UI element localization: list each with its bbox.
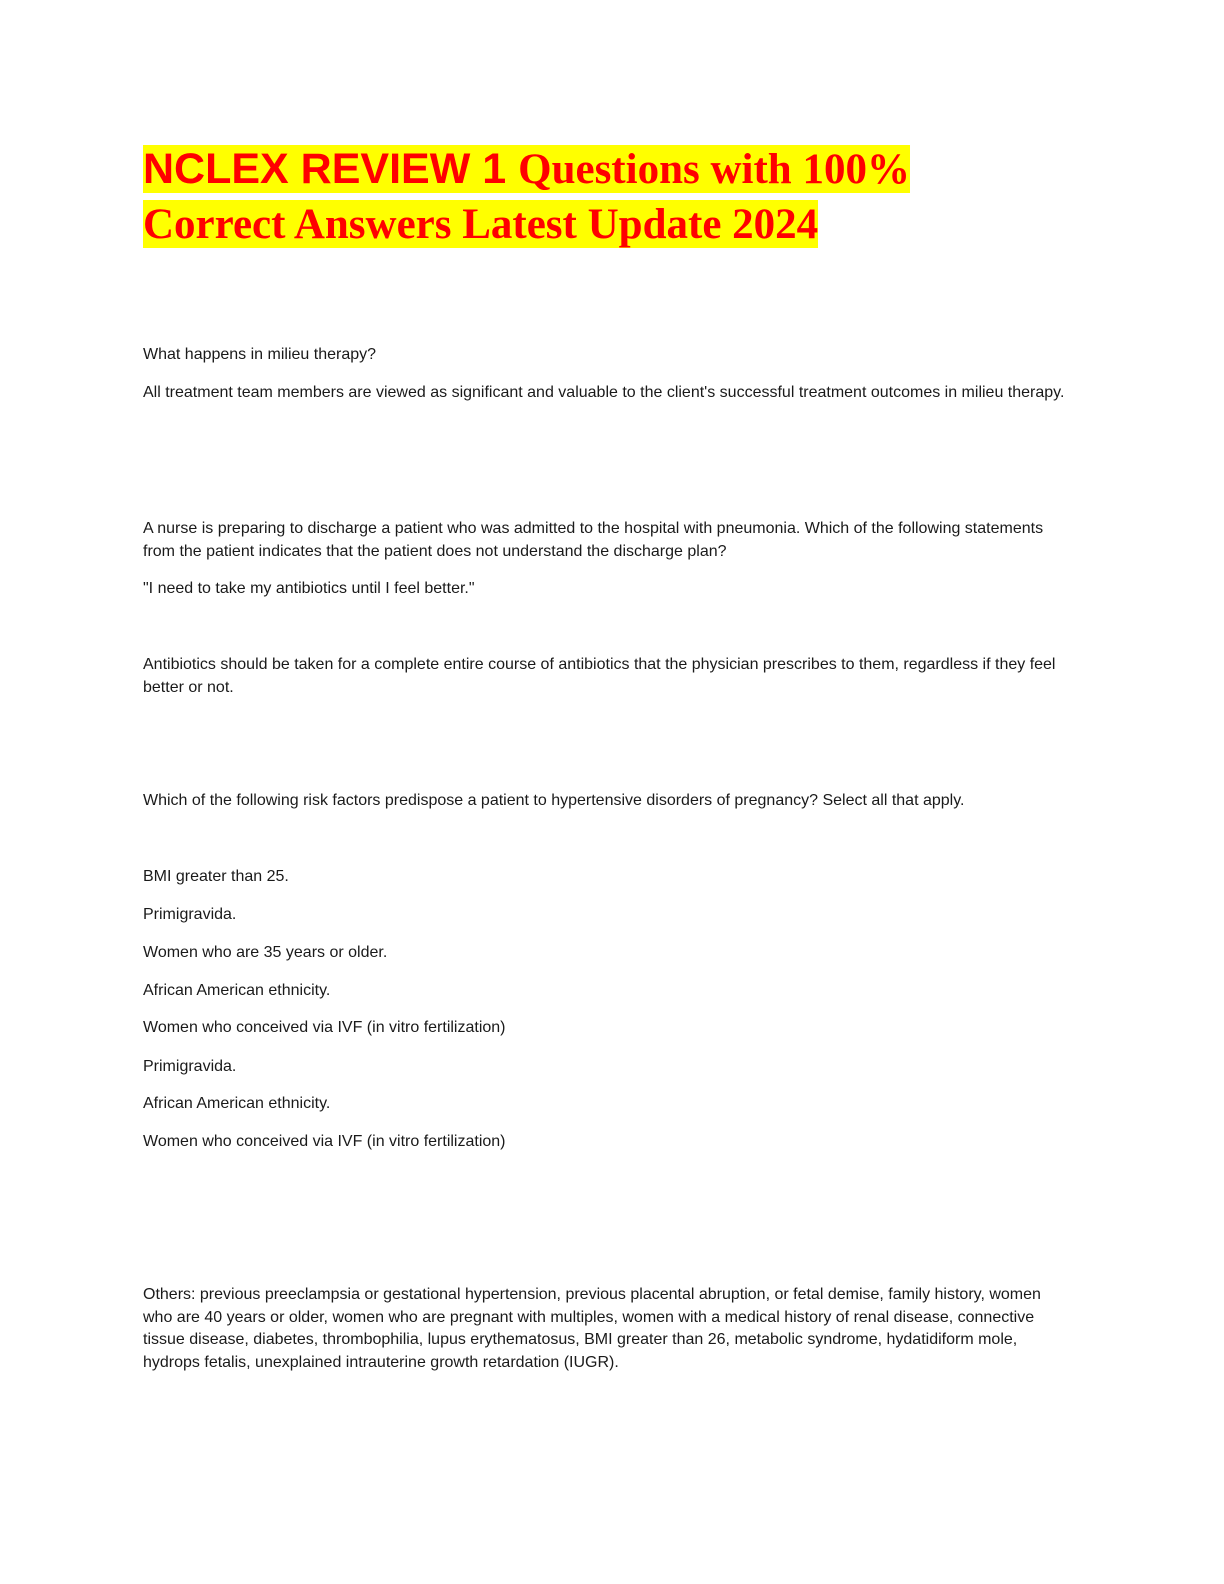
question-2: A nurse is preparing to discharge a patient who was admitted to the hospital with pneumonia. Which of the following statements from the patient indicates that the patient does not understand the discharge plan? [143,520,1044,560]
option-2: Primigravida. [143,906,237,923]
answer-2: "I need to take my antibiotics until I feel better." [143,580,475,597]
option-5: Women who conceived via IVF (in vitro fertilization) [143,1019,506,1036]
title-part-1: NCLEX REVIEW 1 [143,145,507,193]
document-title [143,142,1063,252]
question-3: Which of the following risk factors predispose a patient to hypertensive disorders of pregnancy? Select all that apply. [143,792,965,809]
option-1: BMI greater than 25. [143,868,289,885]
correct-answer-3: Women who conceived via IVF (in vitro fertilization) [143,1133,506,1150]
option-3: Women who are 35 years or older. [143,944,388,961]
correct-answer-2: African American ethnicity. [143,1095,331,1112]
option-4: African American ethnicity. [143,982,331,999]
title-part-2: Questions with 100% Correct Answers Latest Update 2024 [143,146,910,248]
rationale-3: Others: previous preeclampsia or gestational hypertension, previous placental abruption, or fetal demise, family history, women who are 40 years or older, women who are pregnant with multiples, women with a medical history of renal disease, connective tissue disease, diabetes, thrombophilia, lupus erythematosus, BMI greater than 26, metabolic syndrome, hydatidiform mole, hydrops fetalis, unexplained intrauterine growth retardation (IUGR). [143,1286,1041,1371]
answer-1: All treatment team members are viewed as significant and valuable to the client's successful treatment outcomes in milieu therapy. [143,384,1065,401]
correct-answer-1: Primigravida. [143,1058,237,1075]
question-1: What happens in milieu therapy? [143,346,377,363]
rationale-2: Antibiotics should be taken for a complete entire course of antibiotics that the physician prescribes to them, regardless if they feel better or not. [143,656,1056,696]
